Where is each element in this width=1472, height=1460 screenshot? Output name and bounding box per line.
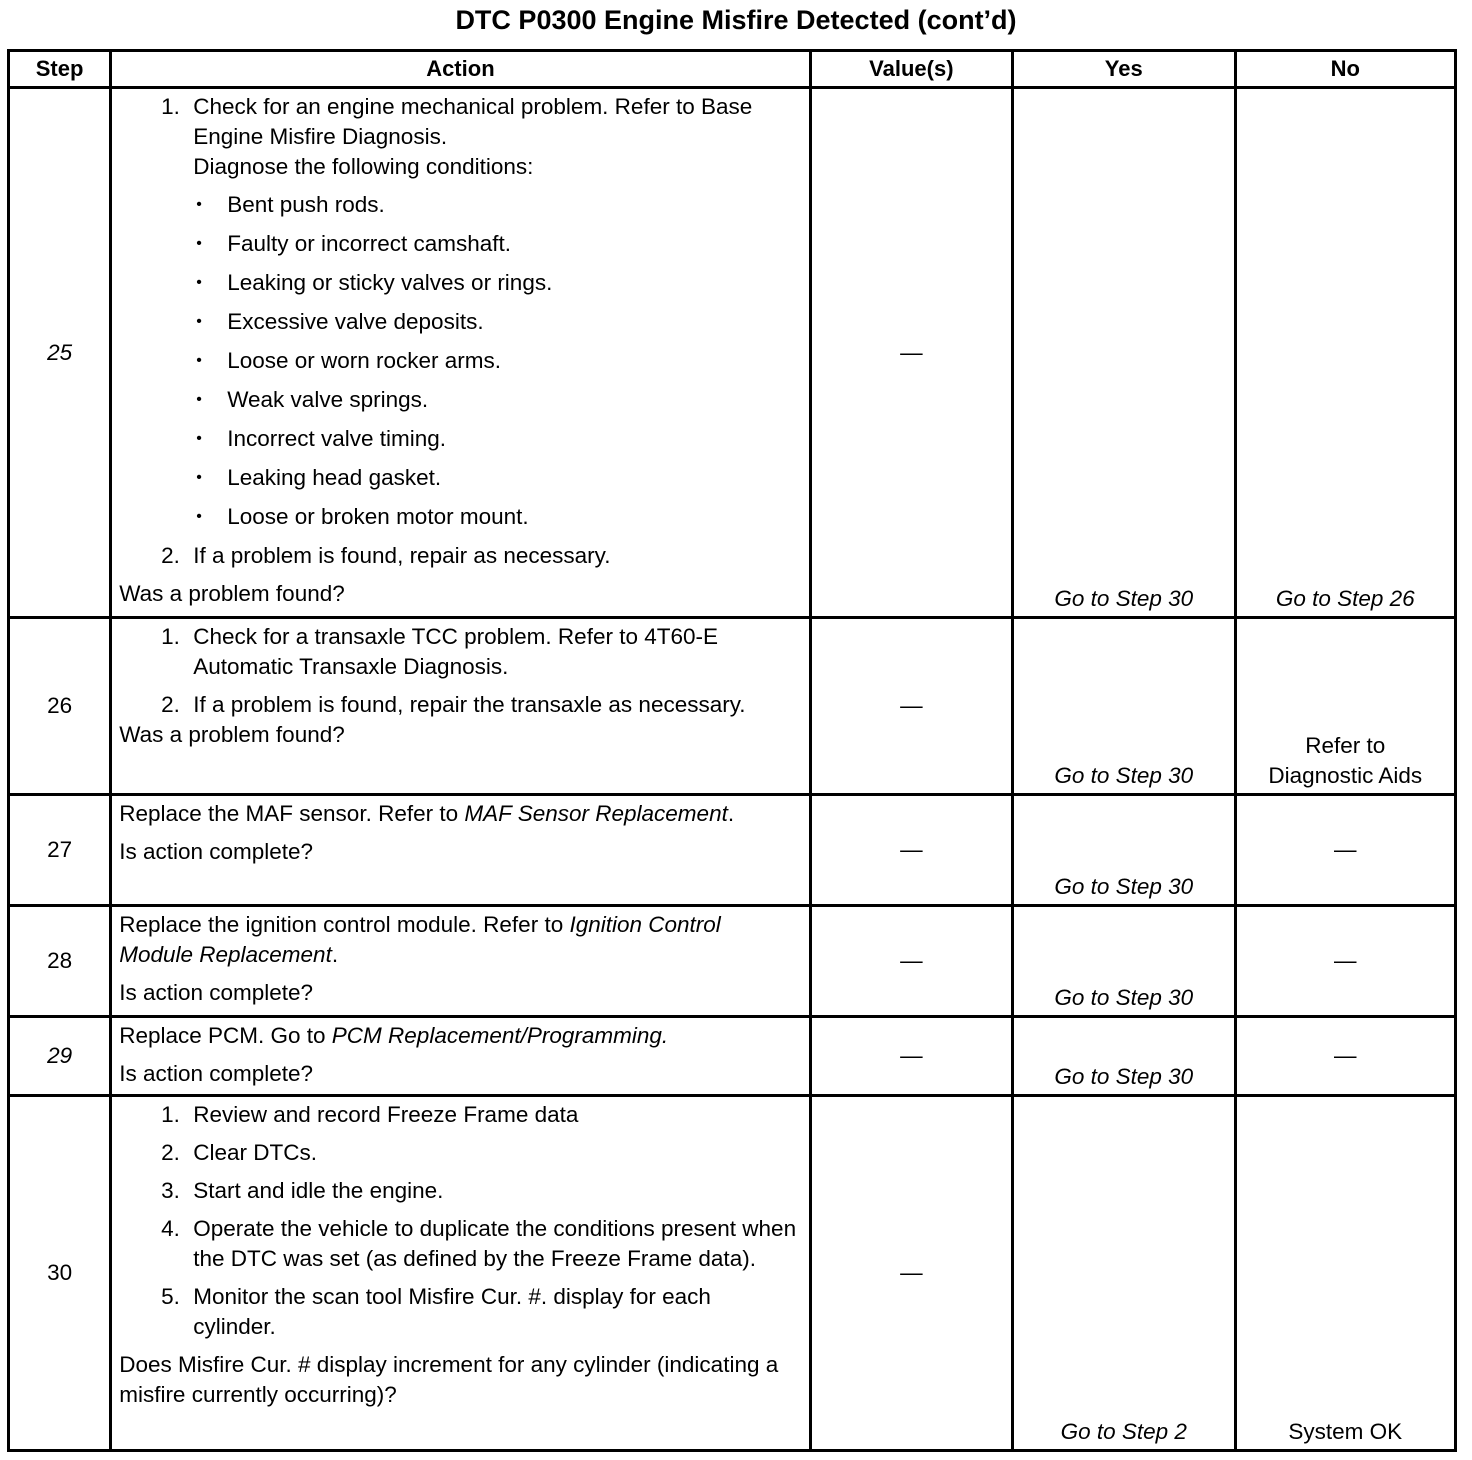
no-text: System OK [1288,1419,1403,1444]
question: Is action complete? [119,1061,314,1086]
action-text [119,1021,798,1051]
value-dash: — [900,1043,923,1068]
value-dash: — [900,693,923,718]
no-text: Diagnostic Aids [1268,763,1423,788]
action-step: 2. If a problem is found, repair the transaxle as necessary. [186,690,798,720]
list-item: • Loose or worn rocker arms. [220,346,798,376]
no-dash: — [1334,1043,1357,1068]
no-dash: — [1334,837,1357,862]
no-goto: Go to Step 26 [1275,586,1415,611]
value-cell [810,618,1012,795]
action-steps [119,1100,798,1342]
no-cell [1235,1017,1456,1096]
list-item: • Leaking or sticky valves or rings. [220,268,798,298]
action-step: 1. Review and record Freeze Frame data [186,1100,798,1130]
action-steps [119,622,798,720]
yes-goto: Go to Step 2 [1060,1419,1187,1444]
table-header-row [9,51,1456,88]
diagnostic-table [7,49,1457,1452]
action-cell [111,618,810,795]
question: Was a problem found? [119,581,345,606]
header-no: No [1235,51,1456,88]
yes-cell [1013,618,1235,795]
yes-goto: Go to Step 30 [1054,1064,1194,1089]
conditions-list [193,190,798,532]
page-title: DTC P0300 Engine Misfire Detected (cont’d) [455,5,1017,35]
value-cell [810,88,1012,618]
value-dash: — [900,837,923,862]
yes-goto: Go to Step 30 [1054,763,1194,788]
header-step: Step [9,51,111,88]
list-item: • Leaking head gasket. [220,463,798,493]
question: Is action complete? [119,980,314,1005]
header-action: Action [111,51,810,88]
table-row-step-29 [9,1017,1456,1096]
list-item: • Bent push rods. [220,190,798,220]
list-item: • Faulty or incorrect camshaft. [220,229,798,259]
action-cell [111,1096,810,1451]
yes-goto: Go to Step 30 [1054,874,1194,899]
yes-cell [1013,906,1235,1017]
action-text: Replace the ignition control module. Refer to Ignition Control Module Replacement. [119,912,721,967]
action-step: 2. If a problem is found, repair as necessary. [186,541,798,571]
no-text: Refer to [1305,733,1386,758]
yes-cell [1013,1096,1235,1451]
table-row-step-27 [9,795,1456,906]
action-step-text: Diagnose the following conditions: [193,154,534,179]
action-step: 4. Operate the vehicle to duplicate the conditions present when the DTC was set (as defined by the Freeze Frame data). [186,1214,798,1274]
action-step-text: 1. Check for an engine mechanical problem. Refer to Base Engine Misfire Diagnosis. [193,94,753,149]
table-row-step-28 [9,906,1456,1017]
yes-cell [1013,1017,1235,1096]
list-item: • Excessive valve deposits. [220,307,798,337]
table-row-step-30 [9,1096,1456,1451]
value-dash: — [900,948,923,973]
table-row-step-25 [9,88,1456,618]
action-cell [111,906,810,1017]
action-step [186,92,798,532]
yes-cell [1013,795,1235,906]
no-dash: — [1334,948,1357,973]
value-dash: — [900,1260,923,1285]
no-cell [1235,795,1456,906]
action-steps [119,92,798,571]
action-text-plain: Replace PCM. Go to [119,1023,332,1048]
reference-link-text: MAF Sensor Replacement [464,801,728,826]
action-cell [111,795,810,906]
action-text-plain: Replace the ignition control module. Refer to [119,912,570,937]
action-step: 2. Clear DTCs. [186,1138,798,1168]
action-cell [111,1017,810,1096]
value-cell [810,795,1012,906]
action-cell [111,88,810,618]
question: Was a problem found? [119,722,345,747]
no-cell [1235,618,1456,795]
yes-goto: Go to Step 30 [1054,586,1194,611]
header-values: Value(s) [810,51,1012,88]
no-cell [1235,88,1456,618]
step-number: 25 [9,88,111,618]
step-number: 28 [9,906,111,1017]
question: Is action complete? [119,839,314,864]
action-text: Replace the MAF sensor. Refer to MAF Sensor Replacement. [119,801,735,826]
action-step: 1. Check for a transaxle TCC problem. Refer to 4T60-E Automatic Transaxle Diagnosis. [186,622,798,682]
value-cell [810,906,1012,1017]
list-item: • Incorrect valve timing. [220,424,798,454]
step-number: 27 [9,795,111,906]
step-number: 30 [9,1096,111,1451]
action-step: 3. Start and idle the engine. [186,1176,798,1206]
action-text-plain: Replace the MAF sensor. Refer to [119,801,465,826]
reference-link-text: PCM Replacement/Programming. [331,1023,669,1048]
question: Does Misfire Cur. # display increment for any cylinder (indicating a misfire currently occurring)? [119,1352,779,1407]
no-cell [1235,1096,1456,1451]
value-cell [810,1017,1012,1096]
list-item: • Loose or broken motor mount. [220,502,798,532]
value-cell [810,1096,1012,1451]
step-number: 26 [9,618,111,795]
yes-cell [1013,88,1235,618]
value-dash: — [900,339,923,365]
header-yes: Yes [1013,51,1235,88]
table-row-step-26 [9,618,1456,795]
no-cell [1235,906,1456,1017]
step-number: 29 [9,1017,111,1096]
yes-goto: Go to Step 30 [1054,985,1194,1010]
reference-link-text: Ignition Control Module Replacement [119,912,721,967]
list-item: • Weak valve springs. [220,385,798,415]
action-step: 5. Monitor the scan tool Misfire Cur. #. display for each cylinder. [186,1282,798,1342]
